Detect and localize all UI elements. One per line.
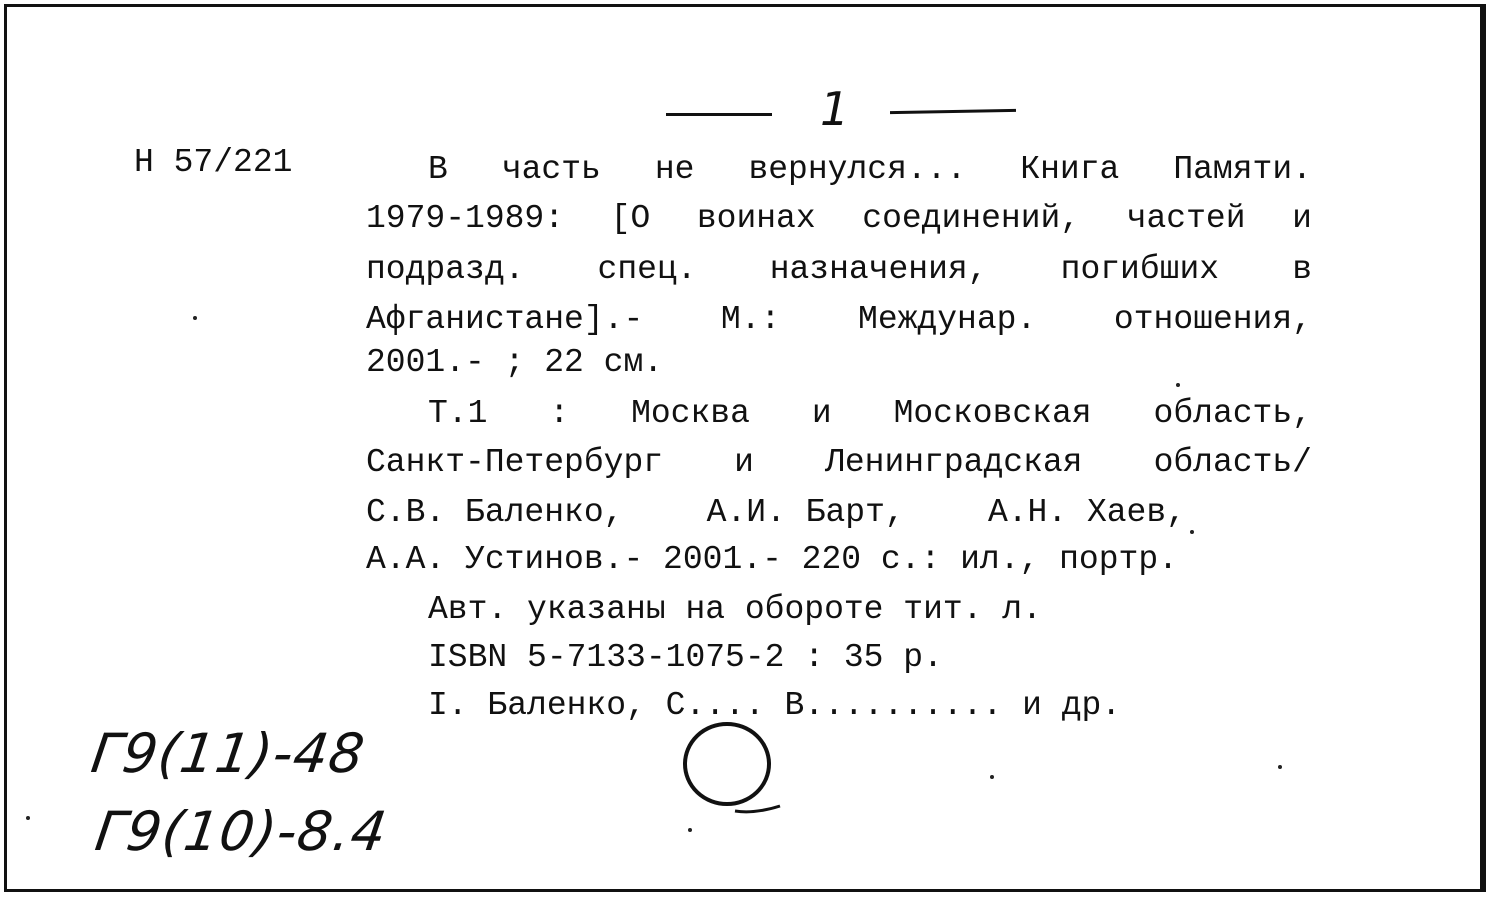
entry-line-6 <box>428 394 1312 434</box>
entry-line-2 <box>366 199 1312 239</box>
speck <box>688 828 692 832</box>
speck <box>990 775 994 779</box>
word: область, <box>1153 395 1312 432</box>
shelfmark: Н 57/221 <box>134 144 293 181</box>
entry-line-3 <box>366 250 1312 290</box>
word: Московская <box>893 395 1092 432</box>
word: область/ <box>1153 444 1312 481</box>
word: Афганистане].- <box>366 301 644 338</box>
word: М.: <box>720 301 781 338</box>
word: 1979-1989: <box>366 200 565 237</box>
word: В <box>428 151 448 188</box>
handwritten-code-2: Г9(10)-8.4 <box>91 800 392 863</box>
word: погибших <box>1060 251 1220 288</box>
word: Междунар. <box>858 301 1037 338</box>
word: С.В. Баленко, <box>366 494 624 531</box>
entry-line-11: ISBN 5-7133-1075-2 : 35 р. <box>428 639 943 676</box>
word: Книга <box>1020 151 1120 188</box>
entry-line-1 <box>428 150 1312 190</box>
word: в <box>1292 251 1312 288</box>
word: Санкт-Петербург <box>366 444 664 481</box>
word: и <box>811 395 832 432</box>
circle-mark-icon <box>680 718 790 828</box>
word: А.Н. Хаев, <box>987 494 1186 531</box>
entry-line-9: А.А. Устинов.- 2001.- 220 с.: ил., портр. <box>366 541 1178 578</box>
header-dash-left <box>666 113 772 116</box>
word: назначения, <box>769 251 988 288</box>
entry-line-5: 2001.- ; 22 см. <box>366 344 664 381</box>
speck <box>1176 383 1180 387</box>
word: Т.1 <box>428 395 488 432</box>
handwritten-code-1: Г9(11)-48 <box>87 722 369 785</box>
word: : <box>549 395 570 432</box>
speck <box>1278 765 1282 769</box>
word: вернулся... <box>748 151 967 188</box>
word: Ленинградская <box>825 444 1083 481</box>
word: частей <box>1126 200 1246 237</box>
word: воинах <box>696 200 816 237</box>
word: спец. <box>597 251 697 288</box>
word: и <box>734 444 754 481</box>
entry-line-8 <box>366 493 1186 533</box>
word: А.И. Барт, <box>706 494 905 531</box>
word: Москва <box>631 395 750 432</box>
entry-line-4 <box>366 300 1312 340</box>
speck <box>193 316 197 320</box>
speck <box>26 816 30 820</box>
speck <box>1190 530 1194 534</box>
page-number: 1 <box>820 82 850 136</box>
entry-line-7 <box>366 443 1312 483</box>
word: и <box>1292 200 1312 237</box>
word: не <box>654 151 695 188</box>
word: соединений, <box>862 200 1081 237</box>
word: [О <box>610 200 651 237</box>
word: Памяти. <box>1173 151 1312 188</box>
word: отношения, <box>1113 301 1312 338</box>
entry-line-12: I. Баленко, С.... В.......... и др. <box>428 687 1122 724</box>
word: часть <box>501 151 601 188</box>
word: подразд. <box>366 251 525 288</box>
entry-line-10: Авт. указаны на обороте тит. л. <box>428 591 1042 628</box>
